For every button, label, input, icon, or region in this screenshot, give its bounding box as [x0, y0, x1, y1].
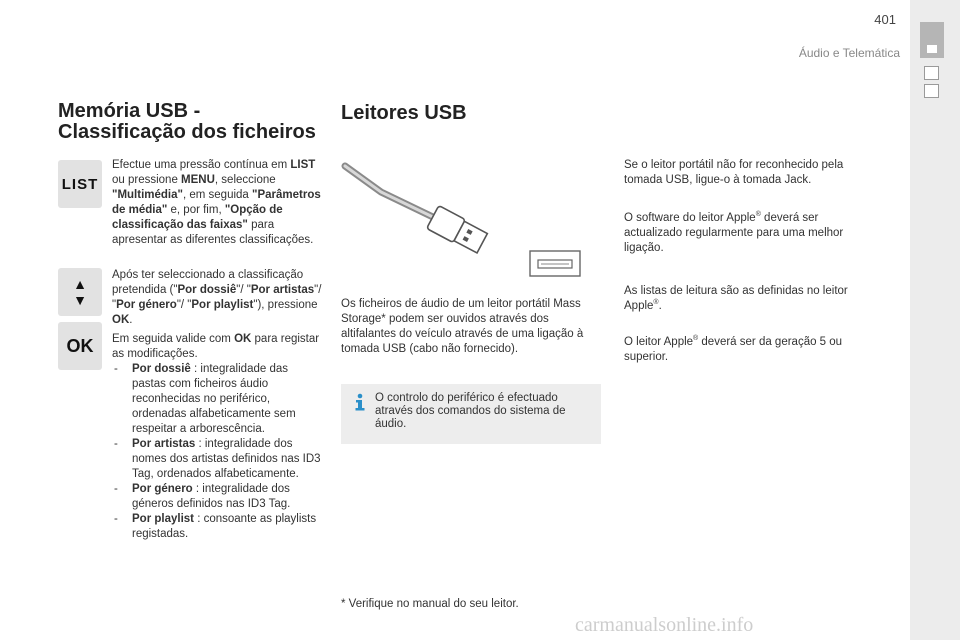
ok-key-icon: [58, 322, 102, 370]
chapter-box-2[interactable]: [924, 84, 939, 98]
instruction-paragraph-2: Após ter seleccionado a classificação pretendida ("Por dossiê"/ "Por artistas"/ "Por género"/ "Por playlist"), pressione OK.: [112, 269, 322, 326]
instruction-paragraph-1: Efectue uma pressão contínua em LIST ou pressione MENU, seleccione "Multimédia", em seguida "Parâmetros de média" e, por fim, "Opção de classificação das faixas" para apresentar as diferentes classificações.: [112, 159, 321, 246]
instruction-paragraph-3: Em seguida valide com OK para registar as modificações.: [112, 333, 320, 360]
right-paragraph-2: O software do leitor Apple® deverá ser actualizado regularmente para uma melhor ligação.: [624, 211, 844, 254]
middle-title: Leitores USB: [341, 102, 467, 124]
info-text: O controlo do periférico é efectuado através dos comandos do sistema de áudio.: [375, 392, 566, 430]
chapter-box-1[interactable]: [924, 66, 939, 80]
info-icon: [352, 393, 368, 416]
chapter-tab-mark: [927, 45, 937, 53]
up-arrow-icon: ▲: [73, 276, 87, 292]
middle-paragraph: Os ficheiros de áudio de um leitor portátil Mass Storage* podem ser ouvidos através dos altifalantes do veículo através de uma ligação à tomada USB (cabo não fornecido).: [341, 298, 584, 355]
left-title-line2: Classificação dos ficheiros: [58, 121, 316, 143]
usb-illustration: [341, 160, 601, 278]
list-item: - Por artistas : integralidade dos nomes dos artistas definidos nas ID3 Tag, ordenados alfabeticamente.: [114, 438, 321, 480]
list-key-icon: [58, 160, 102, 208]
chapter-tab[interactable]: [920, 22, 944, 58]
right-paragraph-4: O leitor Apple® deverá ser da geração 5 ou superior.: [624, 335, 843, 363]
info-box: [341, 384, 601, 444]
list-item: - Por dossiê : integralidade das pastas com ficheiros áudio reconhecidas no periférico, ordenadas alfabeticamente sem respeitar a arborescência.: [114, 363, 296, 435]
watermark: carmanualsonline.info: [575, 614, 754, 636]
ok-key-label: OK: [66, 335, 94, 356]
down-arrow-icon: ▼: [73, 292, 87, 308]
list-item: - Por playlist : consoante as playlists registadas.: [114, 513, 317, 540]
section-title: Áudio e Telemática: [798, 46, 900, 60]
arrow-keys-icon: [58, 268, 102, 316]
right-paragraph-3: As listas de leitura são as definidas no leitor Apple®.: [624, 285, 848, 312]
sort-options-list: [112, 362, 322, 542]
left-title: [58, 101, 316, 143]
left-title-line1: Memória USB -: [58, 100, 201, 122]
footnote: * Verifique no manual do seu leitor.: [341, 598, 519, 610]
right-paragraph-1: Se o leitor portátil não for reconhecido pela tomada USB, ligue-o à tomada Jack.: [624, 159, 844, 186]
usb-plug-icon: [341, 160, 601, 278]
list-item: - Por género : integralidade dos géneros definidos nas ID3 Tag.: [114, 483, 291, 510]
list-key-label: LIST: [61, 175, 99, 193]
page-number: 401: [874, 12, 896, 27]
